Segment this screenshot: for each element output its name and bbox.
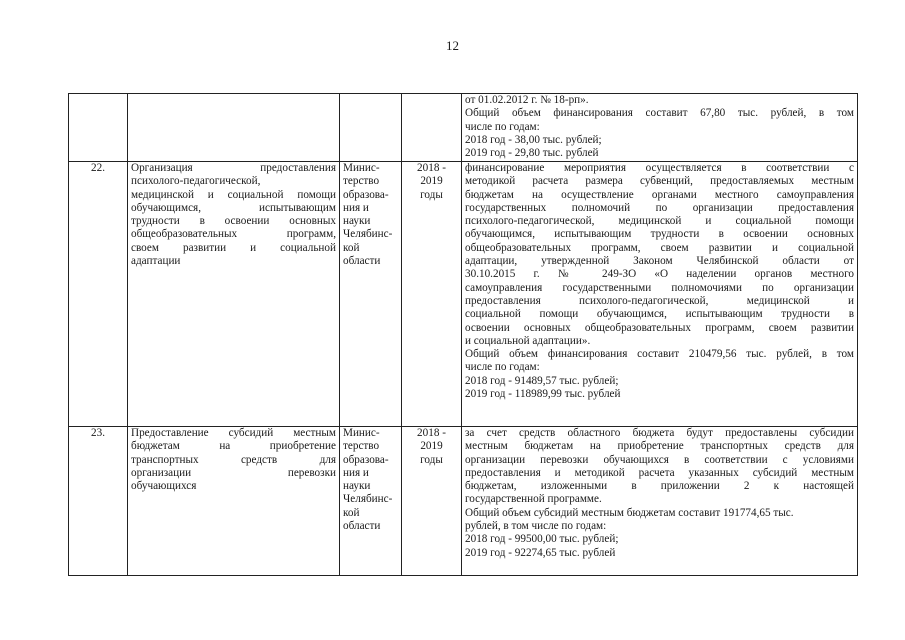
cell-line: области [343,520,381,533]
cell-line: психолого-педагогической, медицинской и социальной помощи [465,215,854,228]
cell-line: адаптации, утвержденной Законом Челябинской области от [465,255,854,268]
cell-line: 30.10.2015 г. № 249-ЗО «О наделении органов местного [465,268,854,281]
term-cell [402,162,462,427]
cell-line: науки [343,480,371,493]
cell-line: числе по годам: [465,361,540,374]
cell-line: от 01.02.2012 г. № 18-рп». [465,94,589,106]
cell-line: кой [343,241,360,254]
measure-name-cell [128,94,340,162]
program-measures-table [68,93,858,576]
cell-line: терство [343,440,380,453]
cell-line: годы [420,453,443,466]
cell-line: самоуправления государственными полномочиями по организации [465,281,854,294]
cell-line: Общий объем субсидий местным бюджетам составит 191774,65 тыс. [465,506,794,519]
executor-cell [340,427,402,576]
cell-line: ния и [343,466,369,479]
cell-line: организации перевозки [131,466,336,479]
cell-line: Общий объем финансирования составит 67,80 тыс. рублей, в том [465,107,854,120]
cell-line: медицинской и социальной помощи [131,188,336,201]
cell-line: организации перевозки обучающихся в соответствии с условиями [465,453,854,466]
row-number-cell [69,94,128,162]
cell-line: Предоставление субсидий местным [131,427,336,439]
cell-line: 2018 год - 91489,57 тыс. рублей; [465,374,619,387]
cell-line: государственных полномочий по организации предоставления [465,201,854,214]
cell-line: 2019 [420,175,443,188]
executor-cell [340,162,402,427]
cell-line: бюджетам на осуществление органами местного самоуправления [465,188,854,201]
cell-line: местным бюджетам на приобретение транспортных средств для [465,440,854,453]
cell-line: ния и [343,201,369,214]
cell-line: социальной помощи обучающимся, испытывающим трудности в [465,308,854,321]
cell-line: освоении основных общеобразовательных программ, своем развитии [465,321,854,334]
table-row [69,162,858,427]
cell-line: 2019 год - 92274,65 тыс. рублей [465,546,616,559]
measure-name-cell [128,427,340,576]
description-cell [462,427,858,576]
cell-line: терство [343,175,380,188]
cell-line: 2019 год - 29,80 тыс. рублей [465,147,599,160]
term-cell [402,94,462,162]
cell-line: обучающихся [131,480,197,493]
row-number-cell [69,427,128,576]
cell-line: 2018 - [417,162,446,174]
cell-line: Минис- [343,427,380,439]
cell-line: психолого-педагогической, [131,175,261,188]
cell-line: Организация предоставления [131,162,336,174]
cell-line: образова- [343,188,389,201]
cell-line: методикой расчета размера субвенций, предоставляемых местным [465,175,854,188]
description-cell [462,162,858,427]
cell-line: государственной программе. [465,493,602,506]
cell-line: транспортных средств для [131,453,336,466]
cell-line: кой [343,506,360,519]
cell-line: трудности в освоении основных [131,215,336,228]
cell-line: бюджетам на приобретение [131,440,336,453]
row-number: 23. [91,427,105,439]
table-row [69,94,858,162]
term-cell [402,427,462,576]
cell-line: Общий объем финансирования составит 210479,56 тыс. рублей, в том [465,348,854,361]
cell-line: своем развитии и социальной [131,241,336,254]
cell-line: общеобразовательных программ, [131,228,336,241]
cell-line: годы [420,188,443,201]
cell-line: финансирование мероприятия осуществляется в соответствии с [465,162,854,174]
cell-line: Минис- [343,162,380,174]
cell-line: 2018 год - 38,00 тыс. рублей; [465,133,602,146]
cell-line: области [343,255,381,268]
description-cell [462,94,858,162]
cell-line: предоставления и методикой расчета указанных субсидий местным [465,466,854,479]
cell-line: Челябинс- [343,228,393,241]
cell-line: адаптации [131,255,181,268]
cell-line: обучающимся, испытывающим [131,201,336,214]
cell-line: Челябинс- [343,493,393,506]
cell-line: 2018 - [417,427,446,439]
cell-line: за счет средств областного бюджета будут предоставлены субсидии [465,427,854,439]
page-number: 12 [446,38,459,53]
cell-line: 2019 [420,440,443,453]
cell-line: 2019 год - 118989,99 тыс. рублей [465,388,621,401]
cell-line: бюджетам, изложенными в приложении 2 к настоящей [465,480,854,493]
cell-line: числе по годам: [465,120,540,133]
measure-name-cell [128,162,340,427]
executor-cell [340,94,402,162]
cell-line: обучающимся, испытывающим трудности в освоении основных [465,228,854,241]
cell-line: предоставления психолого-педагогической, медицинской и [465,294,854,307]
cell-line: общеобразовательных программ, своем развитии и социальной [465,241,854,254]
cell-line: и социальной адаптации». [465,334,591,347]
cell-line: 2018 год - 99500,00 тыс. рублей; [465,533,619,546]
row-number-cell [69,162,128,427]
row-number: 22. [91,162,105,174]
cell-line: рублей, в том числе по годам: [465,520,607,533]
table-row [69,427,858,576]
cell-line: образова- [343,453,389,466]
cell-line: науки [343,215,371,228]
